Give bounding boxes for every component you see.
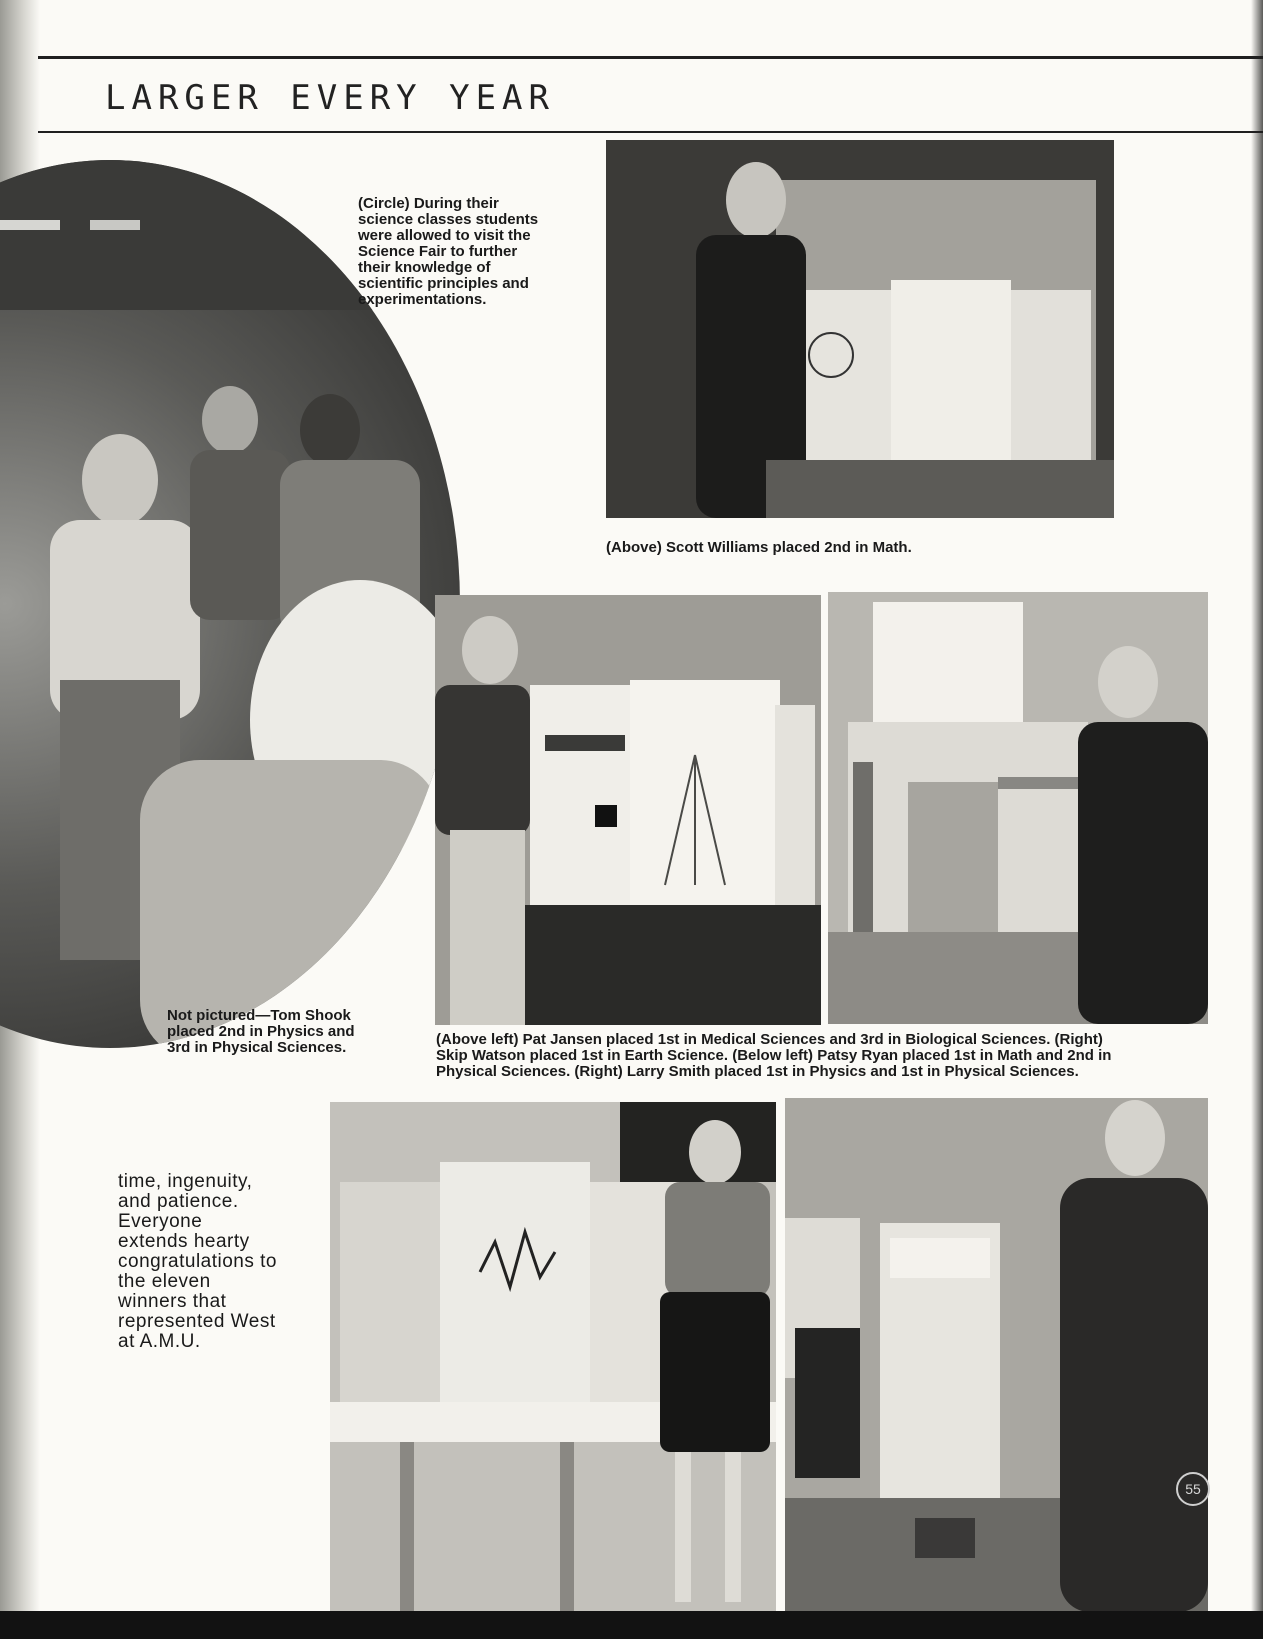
page-title: LARGER EVERY YEAR: [105, 78, 555, 118]
title-top-rule: [38, 56, 1263, 59]
page-edge-shadow: [1251, 0, 1263, 1639]
title-bottom-rule: [38, 131, 1263, 133]
body-text-congratulations: time, ingenuity, and patience. Everyone extends hearty congratulations to the eleven winners that represented West at A.M.U.: [118, 1171, 277, 1352]
circle-caption: (Circle) During their science classes students were allowed to visit the Science Fair to further their knowledge of scientific principles and experimentations.: [358, 195, 539, 308]
page-bottom-band: [0, 1611, 1263, 1639]
photo-scott-williams: [606, 140, 1114, 518]
photo-pat-jansen-art: [435, 595, 821, 1025]
photo-larry-smith-art: [785, 1098, 1208, 1612]
photo-scott-williams-art: [606, 140, 1114, 518]
not-pictured-caption: Not pictured—Tom Shook placed 2nd in Physics and 3rd in Physical Sciences.: [167, 1007, 355, 1056]
above-caption: (Above) Scott Williams placed 2nd in Math.: [606, 539, 912, 556]
winners-caption: (Above left) Pat Jansen placed 1st in Medical Sciences and 3rd in Biological Sciences. (Right) Skip Watson placed 1st in Earth Science. (Below left) Patsy Ryan placed 1st in Math and 2nd in Physical Sciences. (Right) Larry Smith placed 1st in Physics and 1st in Physical Sciences.: [436, 1031, 1112, 1080]
photo-patsy-ryan: [330, 1102, 776, 1612]
photo-skip-watson-art: [828, 592, 1208, 1024]
photo-pat-jansen: [435, 595, 821, 1025]
photo-skip-watson: [828, 592, 1208, 1024]
photo-patsy-ryan-art: [330, 1102, 776, 1612]
photo-larry-smith: [785, 1098, 1208, 1612]
page-number-badge: 55: [1176, 1472, 1210, 1506]
